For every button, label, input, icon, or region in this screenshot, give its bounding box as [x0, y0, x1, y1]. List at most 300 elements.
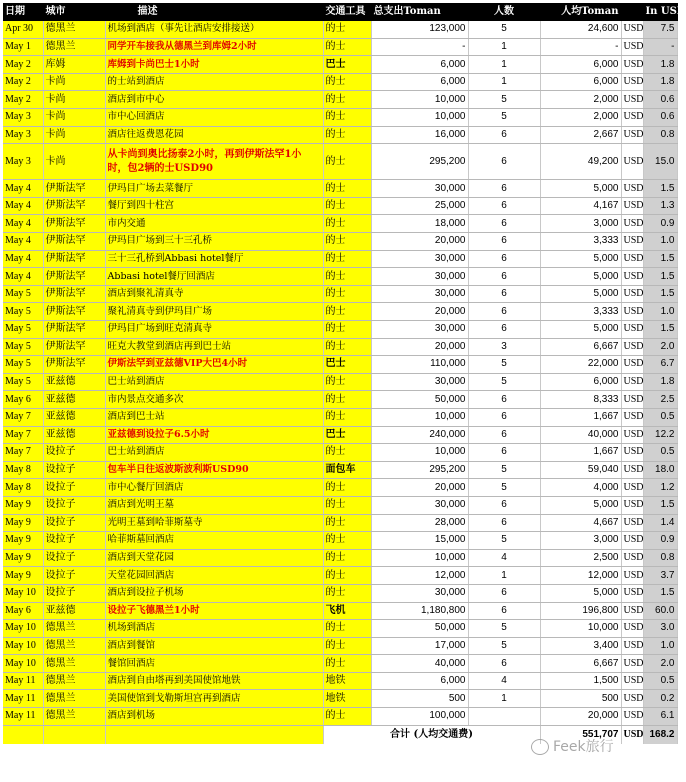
- cell-per-person-toman: 4,667: [540, 514, 621, 532]
- cell-usd: 1.8: [643, 373, 677, 391]
- cell-date: May 9: [3, 532, 43, 550]
- cell-people: 6: [468, 250, 540, 268]
- cell-description: 酒店到巴士站: [105, 408, 323, 426]
- cell-total-toman: 30,000: [371, 321, 468, 339]
- cell-city: 伊斯法罕: [43, 233, 105, 251]
- cell-transport: 的士: [323, 197, 371, 215]
- cell-usd: 7.5: [643, 21, 677, 39]
- cell-total-toman: 10,000: [371, 408, 468, 426]
- cell-description: 酒店到光明王墓: [105, 496, 323, 514]
- cell-people: 1: [468, 56, 540, 74]
- cell-people: 6: [468, 285, 540, 303]
- cell-usd: 0.5: [643, 672, 677, 690]
- cell-people: 1: [468, 690, 540, 708]
- cell-usd: 1.5: [643, 268, 677, 286]
- cell-total-toman: 12,000: [371, 567, 468, 585]
- total-label: 合计 (人均交通费): [323, 725, 540, 744]
- cell-total-toman: 40,000: [371, 655, 468, 673]
- cell-total-toman: 30,000: [371, 250, 468, 268]
- cell-total-toman: 15,000: [371, 532, 468, 550]
- cell-usd: 2.0: [643, 338, 677, 356]
- cell-usd: 1.5: [643, 496, 677, 514]
- table-row: [3, 479, 677, 497]
- cell-per-person-toman: 5,000: [540, 496, 621, 514]
- cell-currency: USD: [621, 672, 643, 690]
- cell-total-toman: 6,000: [371, 56, 468, 74]
- cell-people: 6: [468, 496, 540, 514]
- cell-currency: USD: [621, 637, 643, 655]
- cell-total-toman: 20,000: [371, 479, 468, 497]
- cell-transport: 的士: [323, 444, 371, 462]
- cell-empty: [3, 725, 43, 744]
- cell-usd: 1.5: [643, 285, 677, 303]
- cell-per-person-toman: 49,200: [540, 144, 621, 180]
- cell-per-person-toman: 10,000: [540, 620, 621, 638]
- cell-currency: USD: [621, 496, 643, 514]
- cell-date: May 8: [3, 479, 43, 497]
- cell-per-person-toman: 2,000: [540, 91, 621, 109]
- cell-transport: 的士: [323, 408, 371, 426]
- cell-total-toman: 295,200: [371, 461, 468, 479]
- cell-currency: USD: [621, 444, 643, 462]
- cell-total-toman: -: [371, 38, 468, 56]
- cell-currency: USD: [621, 708, 643, 726]
- cell-per-person-toman: 5,000: [540, 285, 621, 303]
- cell-description: Abbasi hotel餐厅回酒店: [105, 268, 323, 286]
- table-row: [3, 602, 677, 620]
- cell-date: May 9: [3, 549, 43, 567]
- table-row: [3, 567, 677, 585]
- cell-people: 6: [468, 408, 540, 426]
- cell-transport: 的士: [323, 109, 371, 127]
- cell-date: May 10: [3, 637, 43, 655]
- cell-description: 市内景点交通多次: [105, 391, 323, 409]
- cell-people: 5: [468, 637, 540, 655]
- header-date: 日期: [3, 3, 43, 21]
- cell-people: 5: [468, 91, 540, 109]
- cell-description: 天堂花园回酒店: [105, 567, 323, 585]
- cell-description: 从卡尚到奥比扬泰2小时，再到伊斯法罕1小时，包2辆的士USD90: [105, 144, 323, 180]
- cell-city: 德黑兰: [43, 637, 105, 655]
- cell-currency: USD: [621, 584, 643, 602]
- cell-city: 亚兹德: [43, 391, 105, 409]
- cell-transport: 的士: [323, 73, 371, 91]
- cell-city: 亚兹德: [43, 426, 105, 444]
- cell-people: 6: [468, 514, 540, 532]
- cell-empty: [105, 725, 323, 744]
- cell-currency: USD: [621, 233, 643, 251]
- cell-people: 1: [468, 567, 540, 585]
- watermark-text: Feek旅行: [553, 739, 614, 755]
- cell-description: 三十三孔桥到Abbasi hotel餐厅: [105, 250, 323, 268]
- cell-usd: 0.8: [643, 549, 677, 567]
- cell-description: 餐馆回酒店: [105, 655, 323, 673]
- cell-date: May 6: [3, 602, 43, 620]
- cell-date: May 8: [3, 461, 43, 479]
- cell-currency: USD: [621, 690, 643, 708]
- cell-date: May 5: [3, 338, 43, 356]
- cell-usd: 1.5: [643, 250, 677, 268]
- cell-transport: 的士: [323, 144, 371, 180]
- cell-per-person-toman: 1,667: [540, 444, 621, 462]
- cell-people: 6: [468, 602, 540, 620]
- cell-transport: 巴士: [323, 356, 371, 374]
- cell-description: 的士站到酒店: [105, 73, 323, 91]
- cell-date: May 7: [3, 408, 43, 426]
- cell-description: 同学开车接我从德黑兰到库姆2小时: [105, 38, 323, 56]
- cell-city: 卡尚: [43, 126, 105, 144]
- cell-people: 5: [468, 356, 540, 374]
- cell-city: 德黑兰: [43, 620, 105, 638]
- cell-people: 4: [468, 549, 540, 567]
- cell-description: 伊玛目广场到三十三孔桥: [105, 233, 323, 251]
- cell-city: 德黑兰: [43, 690, 105, 708]
- cell-transport: 的士: [323, 584, 371, 602]
- cell-usd: 3.7: [643, 567, 677, 585]
- cell-usd: 1.8: [643, 56, 677, 74]
- cell-currency: USD: [621, 268, 643, 286]
- cell-transport: 的士: [323, 637, 371, 655]
- cell-currency: USD: [621, 285, 643, 303]
- cell-transport: 的士: [323, 21, 371, 39]
- cell-per-person-toman: -: [540, 38, 621, 56]
- cell-total-toman: 30,000: [371, 180, 468, 198]
- cell-currency: USD: [621, 549, 643, 567]
- header-currency: [621, 3, 643, 21]
- cell-people: 1: [468, 38, 540, 56]
- cell-people: 5: [468, 620, 540, 638]
- cell-usd: 0.2: [643, 690, 677, 708]
- cell-transport: 的士: [323, 479, 371, 497]
- cell-description: 巴士站到酒店: [105, 444, 323, 462]
- table-row: [3, 126, 677, 144]
- cell-currency: USD: [621, 321, 643, 339]
- cell-people: 4: [468, 672, 540, 690]
- cell-city: 设拉子: [43, 567, 105, 585]
- cell-date: May 11: [3, 708, 43, 726]
- cell-currency: USD: [621, 655, 643, 673]
- table-row: [3, 338, 677, 356]
- cell-usd: 0.6: [643, 91, 677, 109]
- transport-expense-table: [3, 3, 686, 744]
- cell-description: 伊玛目广场去菜餐厅: [105, 180, 323, 198]
- cell-total-toman: 10,000: [371, 549, 468, 567]
- watermark: [531, 736, 614, 756]
- cell-currency: USD: [621, 126, 643, 144]
- cell-transport: 的士: [323, 268, 371, 286]
- cell-description: 酒店往返费恩花园: [105, 126, 323, 144]
- cell-date: May 2: [3, 56, 43, 74]
- cell-description: 库姆到卡尚巴士1小时: [105, 56, 323, 74]
- cell-transport: 的士: [323, 250, 371, 268]
- cell-transport: 的士: [323, 655, 371, 673]
- cell-total-toman: 295,200: [371, 144, 468, 180]
- cell-usd: 0.8: [643, 126, 677, 144]
- cell-city: 卡尚: [43, 144, 105, 180]
- total-usd: 168.2: [643, 725, 677, 744]
- cell-date: May 3: [3, 126, 43, 144]
- cell-usd: 1.4: [643, 514, 677, 532]
- cell-usd: 1.0: [643, 233, 677, 251]
- cell-city: 卡尚: [43, 91, 105, 109]
- cell-currency: USD: [621, 373, 643, 391]
- table-row: [3, 38, 677, 56]
- cell-transport: 的士: [323, 126, 371, 144]
- cell-total-toman: 28,000: [371, 514, 468, 532]
- cell-description: 市中心回酒店: [105, 109, 323, 127]
- cell-usd: 1.8: [643, 73, 677, 91]
- total-currency: USD: [621, 725, 643, 744]
- cell-per-person-toman: 6,667: [540, 338, 621, 356]
- cell-transport: 面包车: [323, 461, 371, 479]
- cell-usd: 1.5: [643, 321, 677, 339]
- cell-per-person-toman: 40,000: [540, 426, 621, 444]
- cell-total-toman: 30,000: [371, 268, 468, 286]
- header-city: 城市: [43, 3, 105, 21]
- cell-people: 5: [468, 109, 540, 127]
- table-row: [3, 708, 677, 726]
- cell-per-person-toman: 6,000: [540, 73, 621, 91]
- cell-currency: USD: [621, 338, 643, 356]
- cell-city: 设拉子: [43, 549, 105, 567]
- cell-usd: 0.6: [643, 109, 677, 127]
- cell-people: 6: [468, 391, 540, 409]
- cell-total-toman: 30,000: [371, 285, 468, 303]
- cell-date: May 9: [3, 514, 43, 532]
- table-row: [3, 584, 677, 602]
- cell-usd: 6.1: [643, 708, 677, 726]
- cell-total-toman: 50,000: [371, 620, 468, 638]
- cell-people: 6: [468, 268, 540, 286]
- cell-city: 设拉子: [43, 584, 105, 602]
- cell-city: 伊斯法罕: [43, 338, 105, 356]
- total-per-person-toman: 551,707: [540, 725, 621, 744]
- cell-people: 6: [468, 444, 540, 462]
- cell-currency: USD: [621, 250, 643, 268]
- cell-people: 6: [468, 233, 540, 251]
- cell-city: 设拉子: [43, 461, 105, 479]
- cell-description: 酒店到聚礼清真寺: [105, 285, 323, 303]
- table-row: [3, 197, 677, 215]
- cell-transport: 的士: [323, 532, 371, 550]
- cell-description: 设拉子飞德黑兰1小时: [105, 602, 323, 620]
- cell-date: May 11: [3, 690, 43, 708]
- cell-total-toman: 10,000: [371, 91, 468, 109]
- cell-currency: USD: [621, 514, 643, 532]
- cell-currency: USD: [621, 91, 643, 109]
- cell-usd: 0.5: [643, 408, 677, 426]
- cell-city: 设拉子: [43, 496, 105, 514]
- cell-total-toman: 10,000: [371, 444, 468, 462]
- cell-transport: 的士: [323, 303, 371, 321]
- cell-currency: USD: [621, 109, 643, 127]
- cell-city: 伊斯法罕: [43, 215, 105, 233]
- cell-date: May 7: [3, 426, 43, 444]
- cell-usd: 0.5: [643, 444, 677, 462]
- header-people: 人数: [468, 3, 540, 21]
- cell-description: 伊斯法罕到亚兹德VIP大巴4小时: [105, 356, 323, 374]
- header-description: 描述: [105, 3, 323, 21]
- cell-people: 5: [468, 21, 540, 39]
- cell-transport: 的士: [323, 373, 371, 391]
- cell-transport: 巴士: [323, 56, 371, 74]
- cell-date: May 2: [3, 73, 43, 91]
- cell-usd: 2.5: [643, 391, 677, 409]
- cell-date: May 9: [3, 567, 43, 585]
- cell-description: 酒店到市中心: [105, 91, 323, 109]
- cell-city: 伊斯法罕: [43, 356, 105, 374]
- cell-city: 设拉子: [43, 479, 105, 497]
- cell-per-person-toman: 6,000: [540, 56, 621, 74]
- header-total-toman: 总支出Toman: [371, 3, 468, 21]
- cell-date: May 4: [3, 268, 43, 286]
- cell-city: 库姆: [43, 56, 105, 74]
- cell-description: 哈菲斯墓回酒店: [105, 532, 323, 550]
- cell-currency: USD: [621, 479, 643, 497]
- cell-usd: 0.9: [643, 532, 677, 550]
- cell-total-toman: 100,000: [371, 708, 468, 726]
- cell-per-person-toman: 22,000: [540, 356, 621, 374]
- cell-city: 伊斯法罕: [43, 180, 105, 198]
- cell-transport: 的士: [323, 620, 371, 638]
- table-row: [3, 408, 677, 426]
- cell-usd: 6.7: [643, 356, 677, 374]
- table-row: [3, 268, 677, 286]
- cell-date: May 4: [3, 197, 43, 215]
- cell-date: May 10: [3, 655, 43, 673]
- cell-currency: USD: [621, 56, 643, 74]
- cell-description: 酒店到机场: [105, 708, 323, 726]
- cell-usd: 3.0: [643, 620, 677, 638]
- cell-date: May 10: [3, 584, 43, 602]
- cell-city: 伊斯法罕: [43, 321, 105, 339]
- cell-currency: USD: [621, 620, 643, 638]
- cell-per-person-toman: 20,000: [540, 708, 621, 726]
- cell-total-toman: 25,000: [371, 197, 468, 215]
- cell-per-person-toman: 2,500: [540, 549, 621, 567]
- cell-per-person-toman: 500: [540, 690, 621, 708]
- cell-description: 光明王墓到哈菲斯墓寺: [105, 514, 323, 532]
- cell-date: May 9: [3, 496, 43, 514]
- cell-city: 伊斯法罕: [43, 303, 105, 321]
- cell-per-person-toman: 1,667: [540, 408, 621, 426]
- cell-city: 伊斯法罕: [43, 197, 105, 215]
- cell-description: 巴士站到酒店: [105, 373, 323, 391]
- cell-people: 6: [468, 321, 540, 339]
- cell-people: 6: [468, 215, 540, 233]
- cell-city: 设拉子: [43, 532, 105, 550]
- cell-currency: USD: [621, 303, 643, 321]
- table-row: [3, 21, 677, 39]
- cell-date: May 4: [3, 215, 43, 233]
- cell-currency: USD: [621, 532, 643, 550]
- cell-transport: 的士: [323, 549, 371, 567]
- cell-description: 酒店到设拉子机场: [105, 584, 323, 602]
- cell-date: Apr 30: [3, 21, 43, 39]
- table-row: [3, 109, 677, 127]
- cell-total-toman: 20,000: [371, 303, 468, 321]
- cell-date: May 3: [3, 109, 43, 127]
- cell-total-toman: 50,000: [371, 391, 468, 409]
- cell-city: 亚兹德: [43, 602, 105, 620]
- cell-currency: USD: [621, 356, 643, 374]
- cell-transport: 的士: [323, 91, 371, 109]
- cell-per-person-toman: 5,000: [540, 321, 621, 339]
- table-row: [3, 144, 677, 180]
- cell-date: May 2: [3, 91, 43, 109]
- table-row: [3, 637, 677, 655]
- cell-usd: 18.0: [643, 461, 677, 479]
- cell-date: May 4: [3, 180, 43, 198]
- cell-total-toman: 1,180,800: [371, 602, 468, 620]
- cell-total-toman: 10,000: [371, 109, 468, 127]
- cell-usd: -: [643, 38, 677, 56]
- cell-usd: 1.5: [643, 180, 677, 198]
- cell-transport: 的士: [323, 496, 371, 514]
- cell-currency: USD: [621, 215, 643, 233]
- header-per-person-toman: 人均Toman: [540, 3, 621, 21]
- cell-usd: 2.0: [643, 655, 677, 673]
- cell-transport: 地铁: [323, 672, 371, 690]
- cell-city: 伊斯法罕: [43, 285, 105, 303]
- table-row: [3, 655, 677, 673]
- cell-people: [468, 708, 540, 726]
- table-row: [3, 250, 677, 268]
- table-row: [3, 391, 677, 409]
- cell-total-toman: 6,000: [371, 73, 468, 91]
- cell-per-person-toman: 2,000: [540, 109, 621, 127]
- cell-date: May 5: [3, 356, 43, 374]
- cell-per-person-toman: 3,000: [540, 215, 621, 233]
- cell-people: 5: [468, 461, 540, 479]
- cell-people: 6: [468, 180, 540, 198]
- cell-per-person-toman: 12,000: [540, 567, 621, 585]
- cell-currency: USD: [621, 408, 643, 426]
- cell-currency: USD: [621, 197, 643, 215]
- cell-transport: 的士: [323, 338, 371, 356]
- cell-total-toman: 500: [371, 690, 468, 708]
- cell-currency: USD: [621, 144, 643, 180]
- cell-per-person-toman: 24,600: [540, 21, 621, 39]
- cell-people: 5: [468, 373, 540, 391]
- cell-per-person-toman: 3,400: [540, 637, 621, 655]
- cell-description: 市中心餐厅回酒店: [105, 479, 323, 497]
- table-row: [3, 496, 677, 514]
- cell-city: 德黑兰: [43, 21, 105, 39]
- table-row: [3, 356, 677, 374]
- cell-transport: 的士: [323, 567, 371, 585]
- cell-date: May 3: [3, 144, 43, 180]
- cell-people: 5: [468, 532, 540, 550]
- cell-transport: 飞机: [323, 602, 371, 620]
- cell-per-person-toman: 3,333: [540, 233, 621, 251]
- header-transport: 交通工具: [323, 3, 371, 21]
- cell-total-toman: 20,000: [371, 338, 468, 356]
- table-row: [3, 514, 677, 532]
- cell-empty: [43, 725, 105, 744]
- cell-people: 6: [468, 126, 540, 144]
- cell-usd: 1.2: [643, 479, 677, 497]
- cell-description: 包车半日往返波斯波利斯USD90: [105, 461, 323, 479]
- cell-description: 亚兹德到设拉子6.5小时: [105, 426, 323, 444]
- cell-per-person-toman: 5,000: [540, 268, 621, 286]
- table-row: [3, 91, 677, 109]
- cell-description: 酒店到餐馆: [105, 637, 323, 655]
- cell-total-toman: 110,000: [371, 356, 468, 374]
- cell-currency: USD: [621, 461, 643, 479]
- cell-total-toman: 18,000: [371, 215, 468, 233]
- cell-people: 6: [468, 144, 540, 180]
